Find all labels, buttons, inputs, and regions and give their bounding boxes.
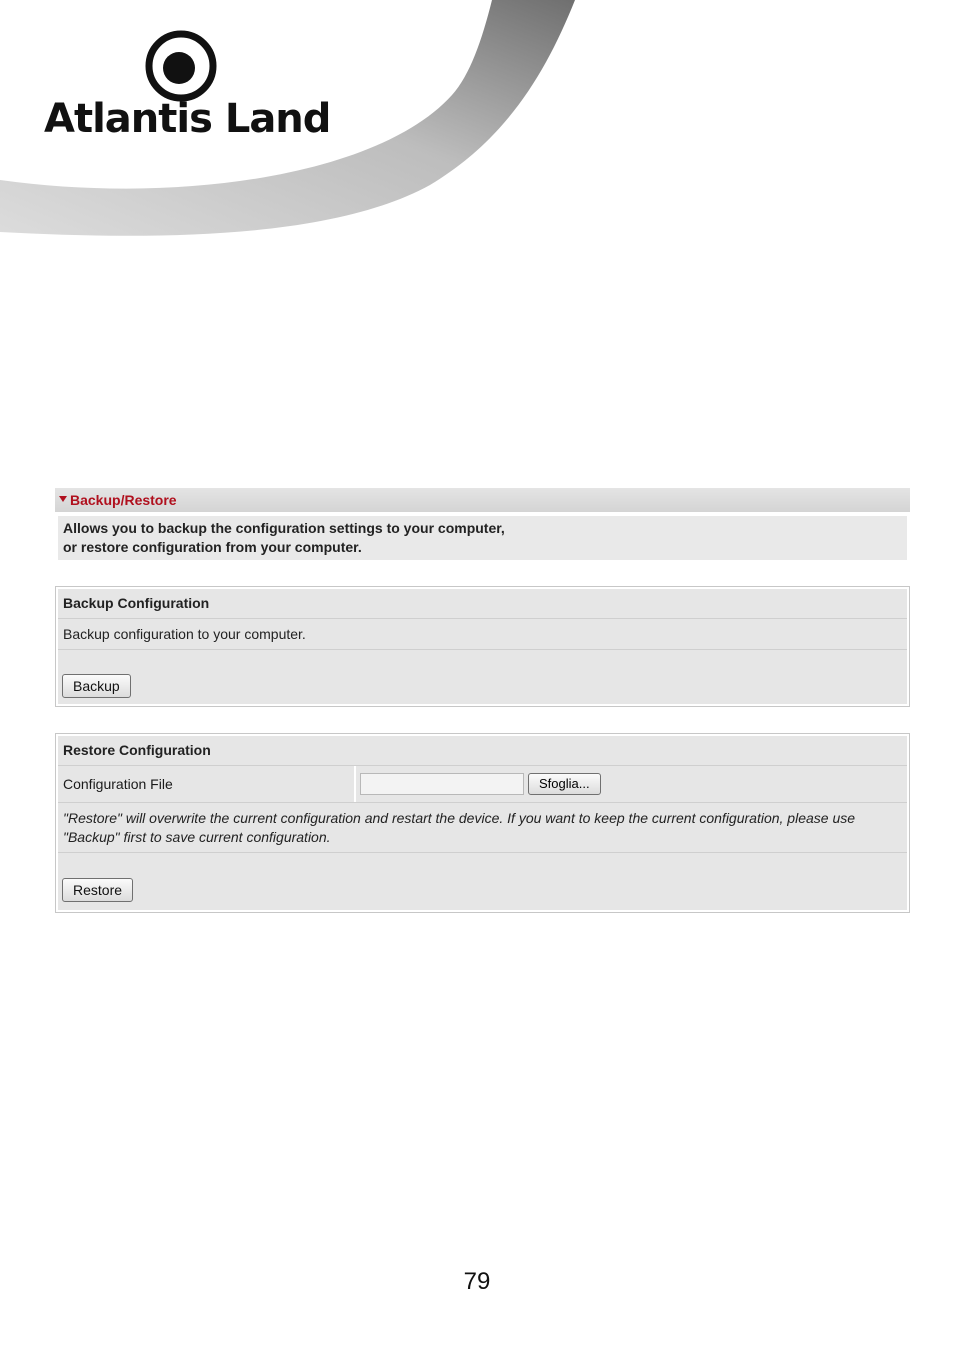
restore-warning-note: "Restore" will overwrite the current configuration and restart the device. If you want to keep the current configuration, please use "Backup" first to save current configuration.: [58, 803, 907, 853]
logo-text: Atlantis Land: [44, 96, 331, 142]
configuration-file-label: Configuration File: [58, 766, 356, 802]
spacer: [55, 707, 910, 733]
description-line-2: or restore configuration from your computer.: [63, 539, 362, 555]
panel-title-bar[interactable]: [55, 488, 910, 512]
browse-file-button[interactable]: Sfoglia...: [528, 773, 601, 795]
spacer: [55, 560, 910, 586]
configuration-file-row: [58, 766, 907, 803]
restore-heading: Restore Configuration: [58, 736, 907, 766]
configuration-file-input[interactable]: [360, 773, 524, 795]
panel-description: [58, 516, 907, 560]
backup-section: [55, 586, 910, 707]
panel-title: Backup/Restore: [70, 492, 177, 508]
logo-ring-icon: [143, 28, 219, 104]
description-line-1: Allows you to backup the configuration settings to your computer,: [63, 520, 505, 536]
restore-button-row: [58, 853, 907, 910]
backup-button-row: [58, 650, 907, 704]
restore-button[interactable]: Restore: [62, 878, 133, 902]
atlantis-land-logo: [40, 28, 331, 148]
backup-button[interactable]: Backup: [62, 674, 131, 698]
backup-heading: Backup Configuration: [58, 589, 907, 619]
restore-section: [55, 733, 910, 913]
collapse-triangle-icon[interactable]: [59, 496, 67, 502]
backup-restore-panel: [55, 488, 910, 913]
configuration-file-control: [356, 766, 907, 802]
page-number: 79: [463, 1268, 491, 1295]
backup-description: Backup configuration to your computer.: [58, 619, 907, 650]
